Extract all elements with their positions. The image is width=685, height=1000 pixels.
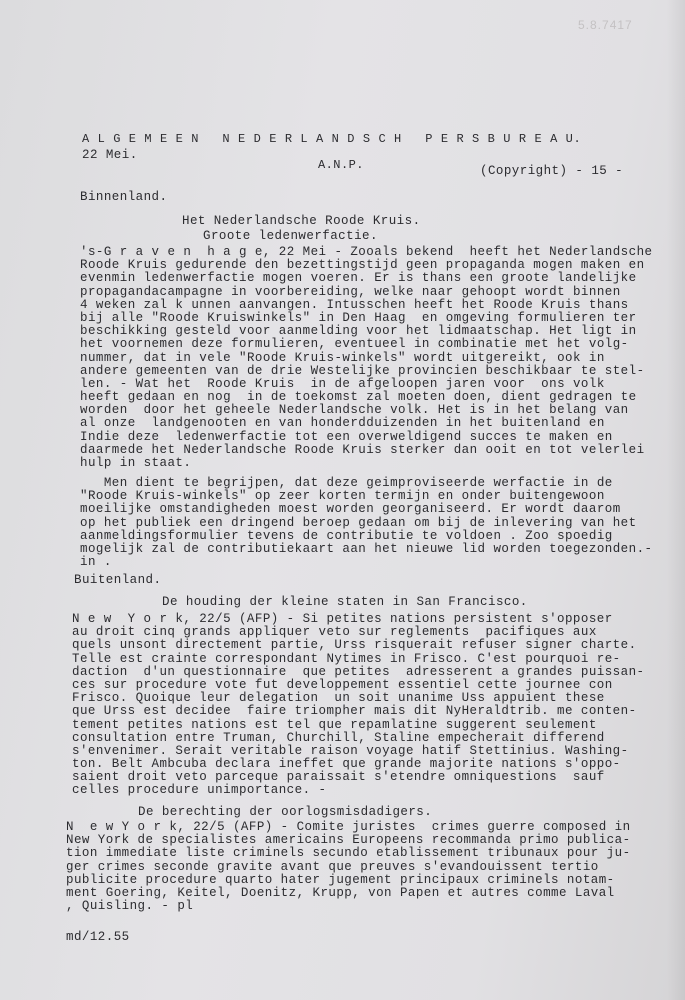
text-line: tement petites nations est tel que repamlatine suggerent seulement (72, 717, 597, 732)
paragraph-red-cross-1 (80, 246, 653, 470)
text-line: andere gemeenten van de drie Westelijke provincien beschikbaar te stel- (80, 363, 645, 378)
text-line: au droit cinq grands appliquer veto sur reglements pacifiques aux (72, 625, 597, 640)
archive-stamp: 5.8.7417 (578, 18, 633, 32)
text-line: publicite procedure quarto hater jugement principaux criminels notam- (66, 872, 615, 887)
text-line: consultation entre Truman, Churchill, Staline empecherait differend (72, 730, 605, 745)
text-line: daction d'un questionnaire que petites adresserent a grandes puissan- (72, 664, 645, 679)
text-line: s'envenimer. Serait veritable raison voyage hatif Stettinius. Washing- (72, 743, 629, 758)
text-line: 4 weken zal k unnen aanvangen. Intusschen heeft het Roode Kruis thans (80, 297, 629, 312)
text-line: 's-G r a v e n h a g e, 22 Mei - Zooals bekend heeft het Nederlandsche (80, 245, 653, 259)
text-line: celles procedure unimportance. - (72, 783, 327, 798)
text-line: Roode Kruis gedurende den bezettingstijd geen propaganda mogen maken en (80, 258, 645, 273)
date: 22 Mei. (82, 148, 138, 162)
text-line: N e w Y o r k, 22/5 (AFP) - Comite juristes crimes guerre composed in (66, 820, 631, 834)
text-line: op het publiek een dringend beroep gedaan om bij de inlevering van het (80, 515, 637, 530)
text-line: Telle est crainte correspondant Nytimes in Frisco. C'est pourquoi re- (72, 651, 621, 666)
text-line: tion immediate liste criminels secundo etablissement tribunaux pour ju- (66, 846, 631, 861)
text-line: Indie deze ledenwerfactie tot een overweldigend succes te maken en (80, 429, 613, 444)
text-line: ces sur procedure vote fut developpement essentiel cette journee con (72, 677, 613, 692)
text-line: bij alle "Roode Kruiswinkels" in Den Haag en omgeving formulieren ter (80, 310, 637, 325)
text-line: in . (80, 555, 112, 570)
agency-heading: A L G E M E E N N E D E R L A N D S C H P E R S B U R E A U. (82, 132, 582, 146)
text-line: len. - Wat het Roode Kruis in de afgeloopen jaren voor ons volk (80, 376, 605, 391)
text-line: ton. Belt Ambcuba declara ineffet que grande majorite nations s'oppo- (72, 757, 621, 772)
text-line: worden door het geheele Nederlandsche volk. Het is in het belang van (80, 403, 629, 418)
story-title-line2: Groote ledenwerfactie. (203, 229, 378, 243)
text-line: aanmeldingsformulier tevens de contributie te voldoen . Zoo spoedig (80, 528, 613, 543)
text-line: ment Goering, Keitel, Doenitz, Krupp, von Papen et autres comme Laval (66, 885, 615, 900)
text-line: moeilijke omstandigheden moest worden georganiseerd. Er wordt daarom (80, 502, 621, 517)
copyright-page-number: (Copyright) - 15 - (480, 164, 624, 178)
reference-code: md/12.55 (66, 930, 130, 944)
text-line: mogelijk zal de contributiekaart aan het nieuwe lid worden toegezonden.- (80, 541, 653, 556)
text-line: saient droit veto parceque paraissait s'etendre omniquestions sauf (72, 770, 605, 785)
text-line: hulp in staat. (80, 456, 192, 470)
agency-abbreviation: A.N.P. (318, 158, 364, 172)
section-binnenland: Binnenland. (80, 190, 168, 204)
text-line: New York de specialistes americains Europeens recommanda primo publica- (66, 833, 631, 848)
paragraph-san-francisco (72, 613, 645, 798)
story-title-line1: Het Nederlandsche Roode Kruis. (182, 214, 421, 228)
paragraph-red-cross-2 (80, 477, 653, 569)
text-line: propagandacampagne in voorbereiding, welke naar gehoopt wordt binnen (80, 284, 621, 299)
section-buitenland: Buitenland. (74, 573, 162, 587)
text-line: "Roode Kruis-winkels" op zeer korten termijn en onder buitengewoon (80, 489, 605, 504)
text-line: , Quisling. - pl (66, 899, 194, 914)
page-edge (667, 0, 685, 1000)
text-line: Men dient te begrijpen, dat deze geimproviseerde werfactie in de (80, 476, 613, 490)
story-title-san-francisco: De houding der kleine staten in San Francisco. (162, 595, 528, 609)
text-line: evenmin ledenwerfactie mogen voeren. Er is thans een groote landelijke (80, 271, 637, 286)
text-line: quels unsont directement partie, Urss risquerait refuser signer charte. (72, 638, 637, 653)
text-line: ger crimes seconde gravite avant que preuves s'evandouissent tertio (66, 859, 599, 874)
text-line: que Urss est decidee faire triompher mais dit NyHeraldtrib. me conten- (72, 704, 637, 719)
text-line: Frisco. Quoique leur delegation un soit unanime Uss appuient these (72, 691, 605, 706)
paragraph-war-criminals (66, 821, 631, 913)
text-line: al onze landgenooten en van honderdduizenden in het buitenland en (80, 416, 605, 431)
text-line: het voornemen deze formulieren, eventueel in combinatie met het volg- (80, 337, 629, 352)
story-title-war-criminals: De berechting der oorlogsmisdadigers. (138, 805, 433, 819)
text-line: heeft gedaan en nog in de toekomst zal moeten doen, dient gedragen te (80, 390, 637, 405)
text-line: beschikking gesteld voor aanmelding voor het lidmaatschap. Het ligt in (80, 324, 637, 339)
text-line: N e w Y o r k, 22/5 (AFP) - Si petites nations persistent s'opposer (72, 612, 613, 626)
text-line: nummer, dat in vele "Roode Kruis-winkels" wordt uitgereikt, ook in (80, 350, 605, 365)
text-line: daarmede het Nederlandsche Roode Kruis sterker dan ooit en tot velerlei (80, 442, 645, 457)
